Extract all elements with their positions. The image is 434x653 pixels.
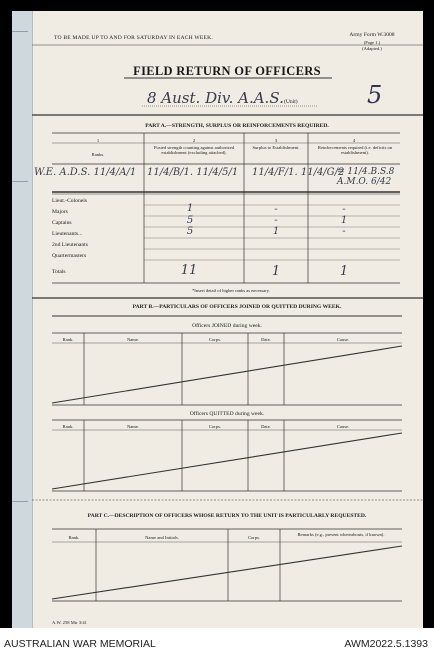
col-number-3: 3 <box>274 138 278 143</box>
footer-institution: AUSTRALIAN WAR MEMORIAL <box>4 638 156 650</box>
part-b-title: PART B.—PARTICULARS OF OFFICERS JOINED OR QUITTED DURING WEEK. <box>132 304 342 310</box>
form-sheet <box>12 11 423 628</box>
col-number-2: 2 <box>192 138 196 143</box>
col-header-posted: Posted strength counting against authorized establishment (excluding attached). <box>153 145 235 156</box>
handwritten-establishment-1: W.E. A.D.S. 11/4/A/1 <box>34 167 137 178</box>
unit-label: (Unit) <box>284 99 298 105</box>
total-reinforcements: 1 <box>339 264 349 279</box>
surplus-lieutenants: 1 <box>272 226 280 237</box>
rank-label: Captains <box>52 220 72 226</box>
partc-col-rank: Rank. <box>68 535 80 540</box>
unit-handwritten: 8 Aust. Div. A.A.S. <box>147 89 284 107</box>
rank-label: Lieut.-Colonels <box>52 198 87 204</box>
rank-label: Lieutenants... <box>52 231 83 237</box>
part-a-title: PART A.—STRENGTH, SURPLUS OR REINFORCEMENTS REQUIRED. <box>145 123 329 129</box>
form-title: FIELD RETURN OF OFFICERS <box>133 64 321 78</box>
posted-majors: 1 <box>186 203 194 214</box>
quitted-title: Officers QUITTED during week. <box>189 411 265 417</box>
footer-accession-number: AWM2022.5.1393 <box>344 638 428 650</box>
joined-col-date: Date. <box>261 337 271 342</box>
totals-label: Totals <box>52 269 66 275</box>
quitted-col-rank: Rank. <box>62 424 74 429</box>
col-header-reinforcements: Reinforcements required (i.e. deficits on establishment). <box>317 145 393 156</box>
quitted-col-name: Name. <box>126 424 140 429</box>
posted-lieutenants: 5 <box>186 226 194 237</box>
partc-col-corps: Corps. <box>247 535 261 540</box>
handwritten-establishment-4: = 11/4.B.S.8 A.M.O. 6/42 <box>337 167 395 187</box>
quitted-col-corps: Corps. <box>208 424 222 429</box>
archive-footer <box>0 628 434 653</box>
form-rules <box>12 11 423 628</box>
handwritten-establishment-2: 11/4/B/1. 11/4/5/1 <box>147 167 239 178</box>
joined-title: Officers JOINED during week. <box>192 323 262 329</box>
part-c-title: PART C.—DESCRIPTION OF OFFICERS WHOSE RETURN TO THE UNIT IS PARTICULARLY REQUESTED. <box>87 513 367 519</box>
reinforcements-majors: - <box>342 204 346 215</box>
surplus-majors: - <box>274 204 278 215</box>
quitted-col-date: Date. <box>261 424 271 429</box>
form-page: (Page 1.) <box>363 40 381 45</box>
col-number-4: 4 <box>352 138 356 143</box>
total-posted: 11 <box>180 263 198 278</box>
reinforcements-lieutenants: - <box>342 226 346 237</box>
surplus-captains: - <box>274 215 278 226</box>
joined-col-name: Name. <box>126 337 140 342</box>
quitted-col-cause: Cause. <box>336 424 350 429</box>
posted-captains: 5 <box>186 215 194 226</box>
partc-col-remarks: Remarks (e.g., present whereabouts, if known). <box>297 532 385 537</box>
col-number-1: 1 <box>96 138 100 143</box>
col-header-ranks: Ranks. <box>91 152 105 157</box>
page-number-handwritten: 5 <box>367 81 383 109</box>
print-code: A.W. 258 Mtr 3/41 <box>52 620 87 625</box>
footnote: *Insert detail of higher ranks as necessary. <box>192 288 270 293</box>
handwritten-establishment-3: 11/4/F/1. 11/4/G/2 <box>252 167 345 178</box>
joined-col-corps: Corps. <box>208 337 222 342</box>
joined-col-rank: Rank. <box>62 337 74 342</box>
total-surplus: 1 <box>271 264 281 279</box>
rank-label: 2nd Lieutenants <box>52 242 88 248</box>
col-header-surplus: Surplus to Establishment. <box>252 145 300 150</box>
header-note: TO BE MADE UP TO AND FOR SATURDAY IN EACH WEEK. <box>54 35 213 41</box>
rank-label: Quartermasters <box>52 253 87 259</box>
form-adapted: (Adapted.) <box>362 46 382 51</box>
form-name: Army Form W.3008 <box>349 32 395 38</box>
joined-col-cause: Cause. <box>336 337 350 342</box>
reinforcements-captains: 1 <box>340 215 348 226</box>
partc-col-name: Name and Initials. <box>145 535 179 540</box>
rank-label: Majors <box>52 209 68 215</box>
